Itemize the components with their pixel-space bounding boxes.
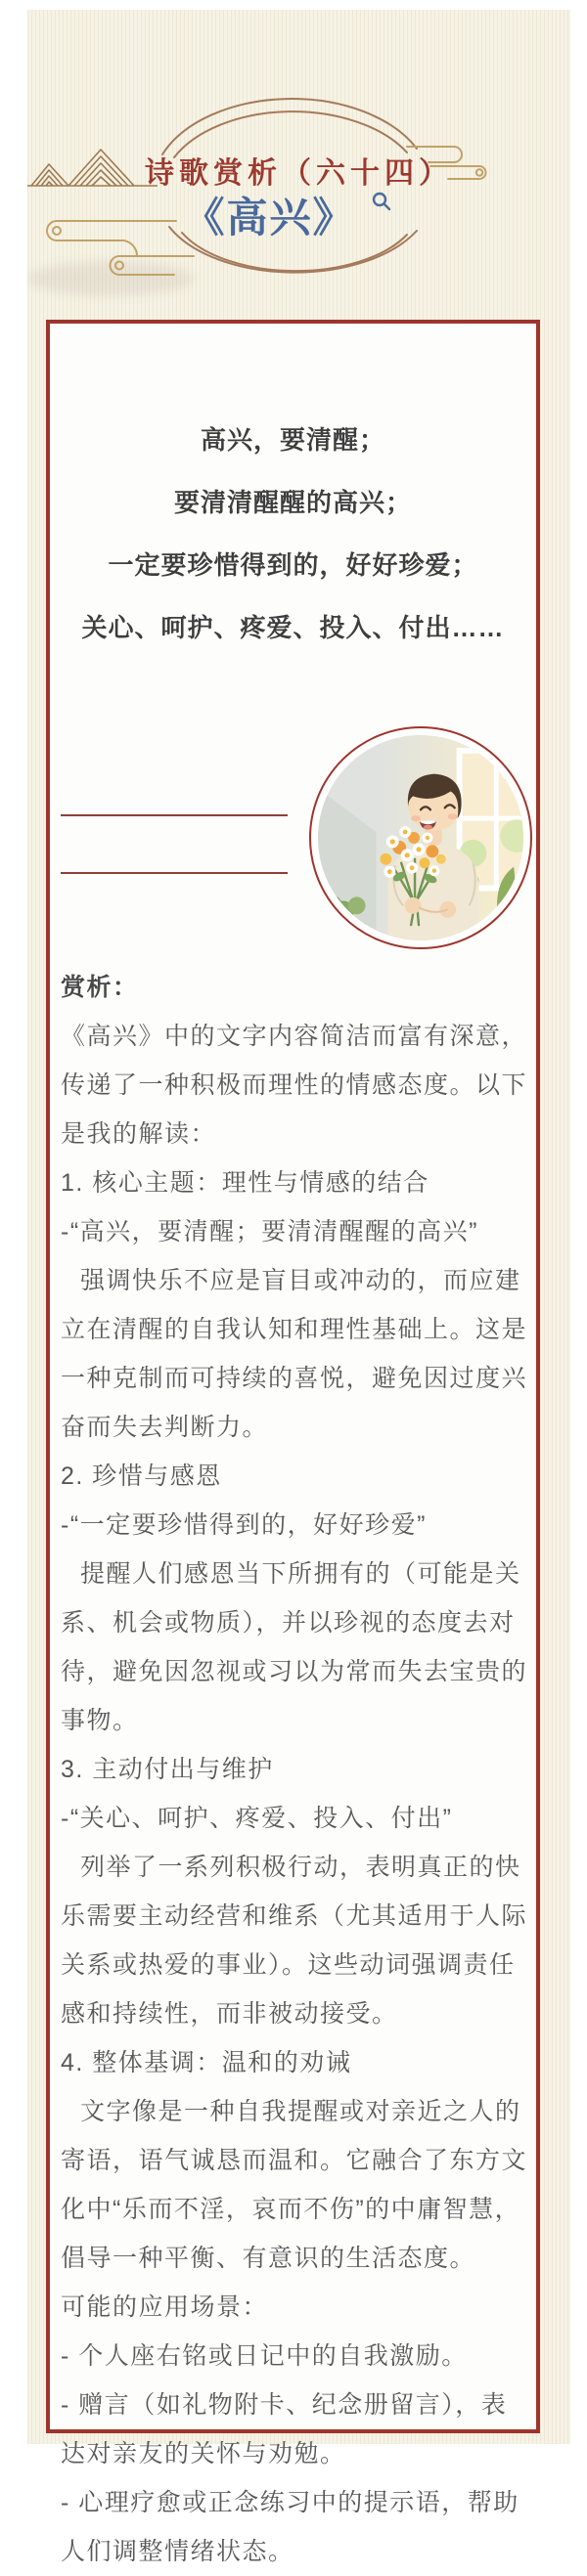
series-title: 诗歌赏析（六十四） (145, 157, 453, 190)
analysis-paragraph: 2. 珍惜与感恩 (61, 1463, 222, 1490)
analysis-paragraph: - 心理疗愈或正念练习中的提示语，帮助人们调整情绪状态。 (61, 2489, 519, 2565)
analysis-paragraph: -“关心、呵护、疼爱、投入、付出” (61, 1805, 453, 1832)
poem-line: 高兴，要清醒； (200, 425, 385, 455)
analysis-block (61, 963, 529, 2576)
poem-text-block (50, 324, 536, 641)
analysis-paragraph: 文字像是一种自我提醒或对亲近之人的寄语，语气诚恳而温和。它融合了东方文化中“乐而不淫，哀而不伤”的中庸智慧，倡导一种平衡、有意识的生活态度。 (61, 2098, 528, 2272)
poem-title: 《高兴》 (183, 195, 356, 240)
poem-line: 关心、呵护、疼爱、投入、付出…… (81, 613, 505, 642)
boy-with-bouquet-illustration (318, 735, 523, 940)
poem-line: 要清清醒醒的高兴； (173, 488, 412, 517)
analysis-paragraph: 《高兴》中的文字内容简洁而富有深意，传递了一种积极而理性的情感态度。以下是我的解读： (61, 1023, 528, 1148)
analysis-paragraph: -“一定要珍惜得到的，好好珍爱” (61, 1511, 427, 1539)
analysis-paragraph: - 赠言（如礼物附卡、纪念册留言），表达对亲友的关怀与劝勉。 (61, 2391, 508, 2467)
illustration-ring (309, 726, 532, 949)
search-icon[interactable] (370, 190, 393, 213)
poem-line: 一定要珍惜得到的，好好珍爱； (108, 550, 478, 580)
analysis-paragraph: -“高兴，要清醒；要清清醒醒的高兴” (61, 1218, 478, 1245)
poster-background (27, 10, 570, 2565)
poem-card (46, 320, 540, 2565)
analysis-paragraph: - 个人座右铭或日记中的自我激励。 (61, 2342, 468, 2370)
analysis-paragraph: 强调快乐不应是盲目或冲动的，而应建立在清醒的自我认知和理性基础上。这是一种克制而可持续的喜悦，避免因过度兴奋而失去判断力。 (61, 1267, 528, 1441)
analysis-paragraph: 可能的应用场景： (61, 2293, 269, 2321)
analysis-paragraph: 3. 主动付出与维护 (61, 1756, 274, 1783)
analysis-paragraph: 1. 核心主题：理性与情感的结合 (61, 1169, 429, 1197)
analysis-paragraph: 列举了一系列积极行动，表明真正的快乐需要主动经营和维系（尤其适用于人际关系或热爱的事业）。这些动词强调责任感和持续性，而非被动接受。 (61, 1854, 528, 2028)
signature-line (61, 872, 288, 874)
poem-title-row (0, 186, 541, 244)
analysis-paragraph: 4. 整体基调：温和的劝诫 (61, 2049, 352, 2076)
analysis-paragraph: 提醒人们感恩当下所拥有的（可能是关系、机会或物质），并以珍视的态度去对待，避免因忽视或习以为常而失去宝贵的事物。 (61, 1560, 528, 1734)
signature-line (61, 814, 288, 816)
analysis-heading: 赏析： (61, 974, 139, 1001)
